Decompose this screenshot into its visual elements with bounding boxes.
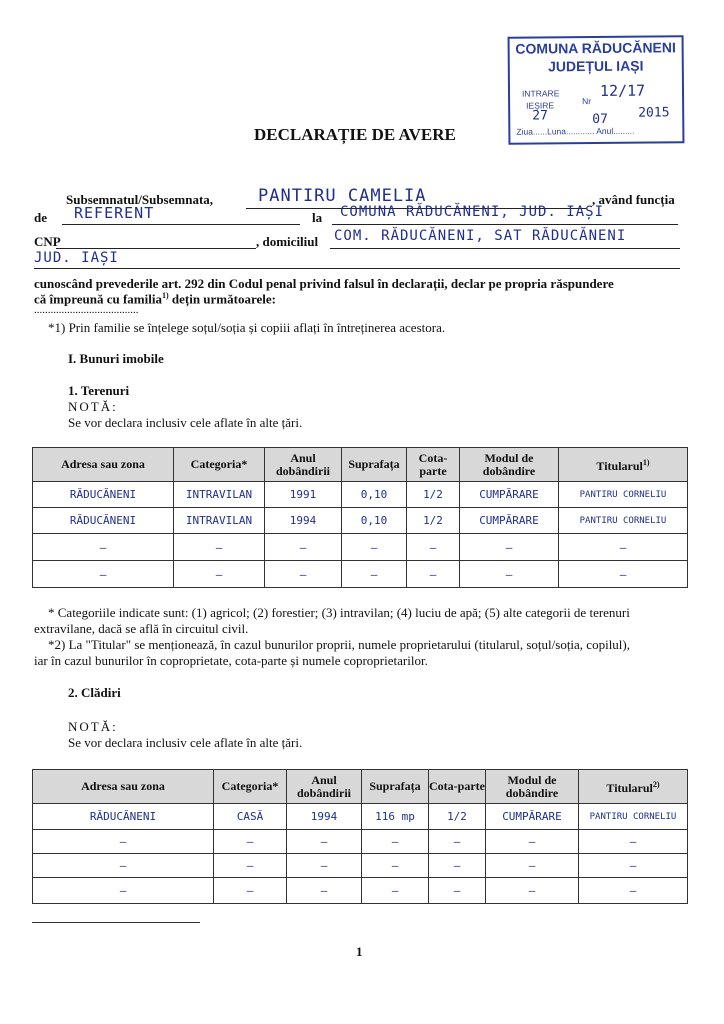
name-handwritten: PANTIRU CAMELIA bbox=[258, 186, 427, 206]
registration-stamp bbox=[508, 35, 685, 145]
table-row: — — — — — — — bbox=[33, 878, 688, 904]
stamp-iesire: IEȘIRE bbox=[526, 100, 555, 111]
titular-note: *2) La "Titular" se menționează, în cazul bunurilor proprii, numele proprietarului (titularul, soțul/soția, copilul), bbox=[48, 637, 630, 652]
header-suprafata: Suprafața bbox=[362, 770, 429, 804]
header-titular: Titularul$^{2)}$ bbox=[579, 770, 688, 804]
header-categoria: Categoria* bbox=[214, 770, 287, 804]
section-heading-bunuri-imobile: I. Bunuri imobile bbox=[68, 351, 164, 366]
stamp-month: 07 bbox=[592, 111, 608, 128]
header-categoria: Categoria* bbox=[174, 448, 265, 482]
nota-text: Se vor declara inclusiv cele aflate în alte țări. bbox=[68, 415, 303, 430]
terenuri-table bbox=[32, 447, 688, 588]
de-label: de bbox=[34, 210, 47, 225]
functia-handwritten: REFERENT bbox=[74, 204, 155, 222]
table-row: — — — — — — — bbox=[33, 534, 688, 561]
footnote-family: *1) Prin familie se înțelege soțul/soția și copiii aflați în întreținerea acestora. bbox=[48, 320, 446, 335]
nota-text-2: Se vor declara inclusiv cele aflate în alte țări. bbox=[68, 735, 303, 750]
domiciliul-handwritten: COM. RĂDUCĂNENI, SAT RĂDUCĂNENI bbox=[334, 228, 627, 244]
avand-functia-label: , având funcția bbox=[592, 192, 675, 207]
page-title: DECLARAȚIE DE AVERE bbox=[254, 125, 456, 144]
page-number: 1 bbox=[356, 944, 363, 959]
header-suprafata: Suprafața bbox=[342, 448, 407, 482]
header-adresa: Adresa sau zona bbox=[33, 448, 174, 482]
header-modul: Modul de dobândire bbox=[486, 770, 579, 804]
stamp-intrare: INTRARE bbox=[521, 88, 560, 99]
declaration-text-2: că împreună cu familia$^{1)}$ dețin următoarele: bbox=[34, 291, 276, 307]
stamp-line1: COMUNA RĂDUCĂNENI bbox=[515, 39, 676, 57]
header-anul: Anul dobândirii bbox=[287, 770, 362, 804]
institutia-handwritten: COMUNA RĂDUCĂNENI, JUD. IAȘI bbox=[340, 204, 605, 220]
categorii-note-2: extravilane, dacă se află în circuitul civil. bbox=[34, 621, 249, 636]
subsemnatul-label: Subsemnatul/Subsemnata, bbox=[66, 192, 214, 207]
table-row: — — — — — — — bbox=[33, 830, 688, 854]
declaration-text-1: cunoscând prevederile art. 292 din Codul penal privind falsul în declarații, declar pe propria răspundere bbox=[34, 276, 614, 291]
titular-note-2: iar în cazul bunurilor în coproprietate, cota-parte și numele coproprietarilor. bbox=[34, 653, 428, 668]
cladiri-table bbox=[32, 769, 688, 904]
subsection-terenuri: 1. Terenuri bbox=[68, 383, 130, 398]
header-cota: Cota-parte bbox=[407, 448, 460, 482]
subsection-cladiri: 2. Clădiri bbox=[68, 685, 121, 700]
stamp-nr-value: 12/17 bbox=[599, 81, 646, 100]
dots-line: ...................................... bbox=[34, 304, 139, 316]
la-label: la bbox=[312, 210, 323, 225]
stamp-day: 27 bbox=[532, 108, 548, 124]
table-row: — — — — — — — bbox=[33, 854, 688, 878]
stamp-year: 2015 bbox=[638, 105, 670, 121]
cnp-label: CNP bbox=[34, 234, 61, 249]
nota-label: NOTĂ: bbox=[68, 399, 118, 414]
stamp-line2: JUDEȚUL IAȘI bbox=[548, 57, 644, 75]
header-titular: Titularul$^{1)}$ bbox=[559, 448, 688, 482]
stamp-date-label: Ziua......Luna............ Anul......... bbox=[516, 125, 635, 137]
footnote-rule bbox=[32, 922, 200, 923]
table-row: — — — — — — — bbox=[33, 561, 688, 588]
header-adresa: Adresa sau zona bbox=[33, 770, 214, 804]
nota-label-2: NOTĂ: bbox=[68, 719, 118, 734]
header-modul: Modul de dobândire bbox=[460, 448, 559, 482]
domiciliul-handwritten-2: JUD. IAȘI bbox=[34, 250, 119, 266]
table-row: RĂDUCĂNENI CASĂ 1994 116 mp 1/2 CUMPĂRARE PANTIRU CORNELIU bbox=[33, 804, 688, 830]
header-cota: Cota-parte bbox=[429, 770, 486, 804]
header-anul: Anul dobândirii bbox=[265, 448, 342, 482]
domiciliul-label: , domiciliul bbox=[256, 234, 319, 249]
table-row: RĂDUCĂNENI INTRAVILAN 1994 0,10 1/2 CUMPĂRARE PANTIRU CORNELIU bbox=[33, 508, 688, 534]
table-row: RĂDUCĂNENI INTRAVILAN 1991 0,10 1/2 CUMPĂRARE PANTIRU CORNELIU bbox=[33, 482, 688, 508]
categorii-note: * Categoriile indicate sunt: (1) agricol; (2) forestier; (3) intravilan; (4) luciu de apă; (5) alte categorii de terenuri bbox=[48, 605, 630, 620]
stamp-nr-label: Nr bbox=[582, 96, 592, 107]
